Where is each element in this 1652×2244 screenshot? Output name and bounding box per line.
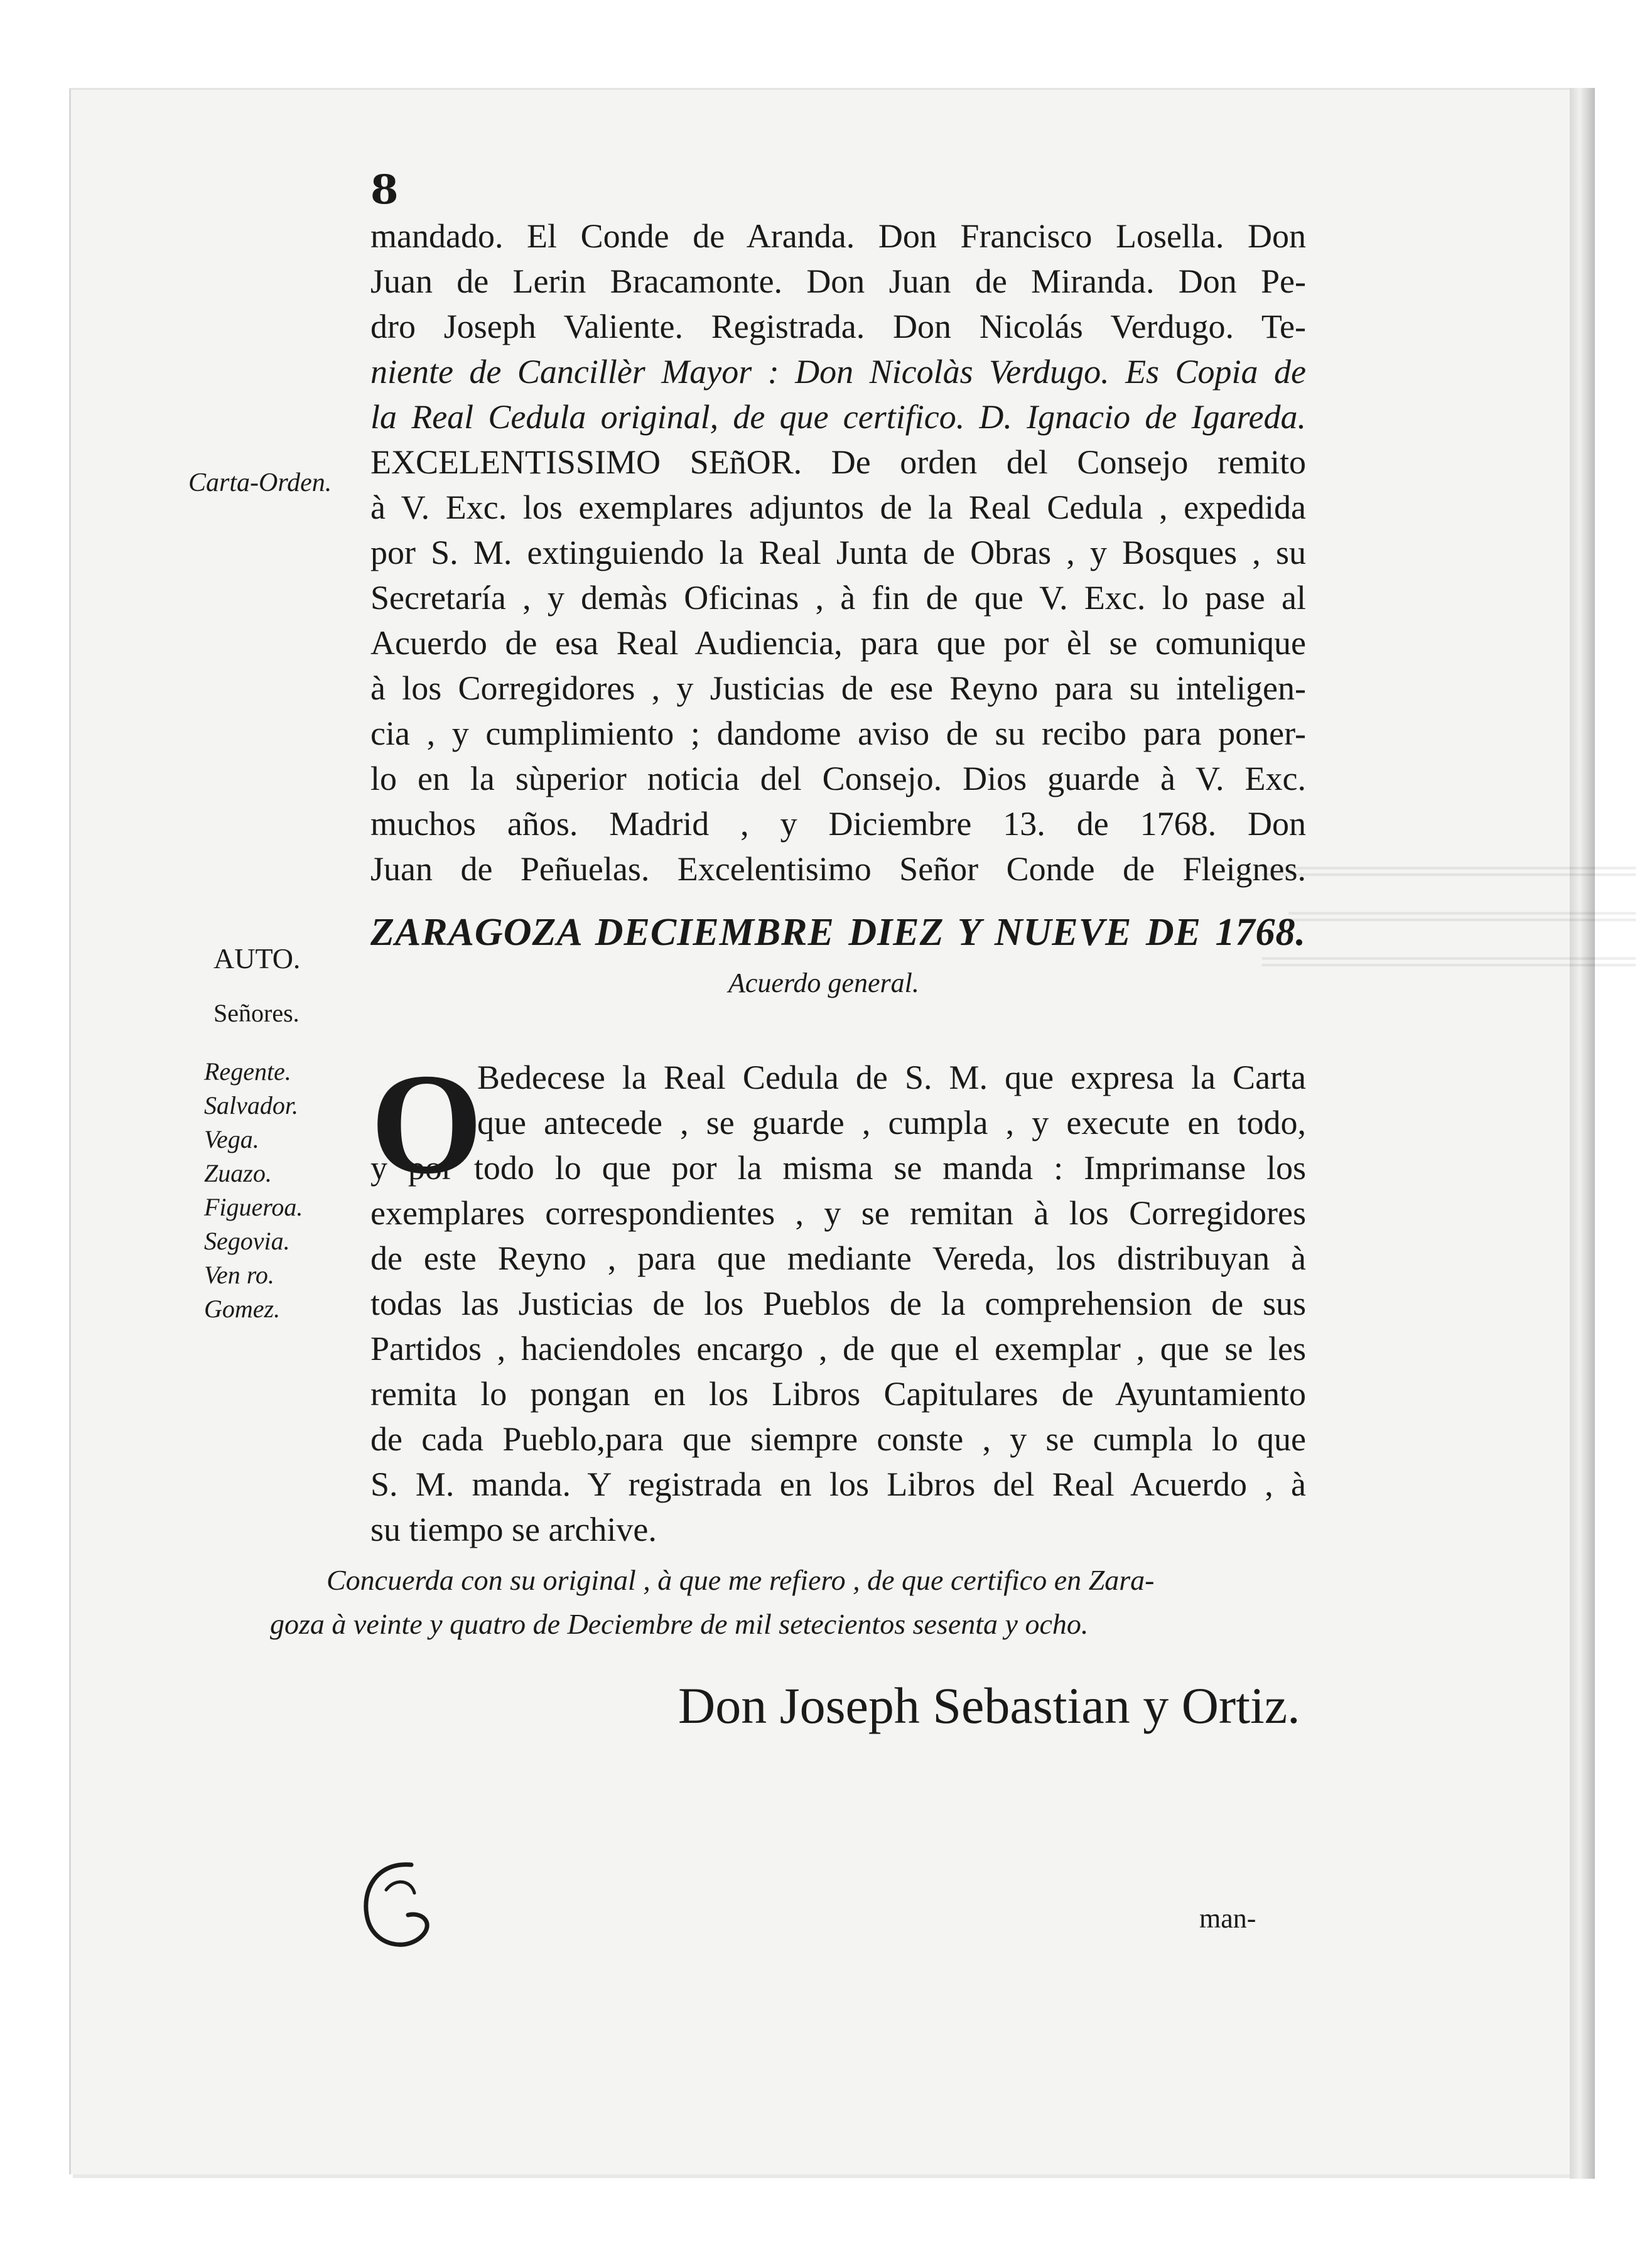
text-line: EXCELENTISSIMO SEñOR. De orden del Consejo remito: [370, 443, 1306, 481]
margin-note-auto: AUTO.: [213, 942, 301, 974]
margin-name: Regente.: [204, 1057, 291, 1086]
text-line: à V. Exc. los exemplares adjuntos de la Real Cedula , expedida: [370, 488, 1306, 526]
text-line: exemplares correspondientes , y se remitan à los Corregidores: [370, 1194, 1306, 1232]
margin-name: Figueroa.: [204, 1193, 303, 1221]
auto-subheading: Acuerdo general.: [728, 968, 919, 998]
text-line: muchos años. Madrid , y Diciembre 13. de 1768. Don: [370, 805, 1306, 843]
text-line: Juan de Lerin Bracamonte. Don Juan de Miranda. Don Pe-: [370, 262, 1306, 300]
certification-line-1: Concuerda con su original , à que me refiero , de que certifico en Zara-: [327, 1564, 1155, 1596]
text-line: Bedecese la Real Cedula de S. M. que expresa la Carta: [477, 1059, 1306, 1096]
margin-note-carta-orden: Carta-Orden.: [188, 468, 332, 497]
margin-names-list: [204, 1055, 303, 1326]
page-number: 8: [370, 166, 399, 213]
auto-heading: ZARAGOZA DECIEMBRE DIEZ Y NUEVE DE 1768.: [370, 911, 1306, 954]
text-line: mandado. El Conde de Aranda. Don Francisco Losella. Don: [370, 217, 1306, 255]
text-line: que antecede , se guarde , cumpla , y execute en todo,: [477, 1104, 1306, 1141]
text-line: niente de Cancillèr Mayor : Don Nicolàs Verdugo. Es Copia de: [370, 353, 1306, 391]
signature-name: Don Joseph Sebastian y Ortiz.: [678, 1677, 1300, 1734]
margin-name: Vega.: [204, 1125, 259, 1153]
margin-name: Ven ro.: [204, 1261, 274, 1289]
text-line: por S. M. extinguiendo la Real Junta de Obras , y Bosques , su: [370, 534, 1306, 571]
text-line: Secretaría , y demàs Oficinas , à fin de que V. Exc. lo pase al: [370, 579, 1306, 617]
text-line: la Real Cedula original, de que certifico. D. Ignacio de Igareda.: [370, 398, 1306, 436]
show-through-text: ══════════════ ═════════════ ══════════════: [1262, 850, 1636, 981]
text-line: dro Joseph Valiente. Registrada. Don Nicolás Verdugo. Te-: [370, 308, 1306, 345]
text-line: S. M. manda. Y registrada en los Libros del Real Acuerdo , à: [370, 1465, 1306, 1503]
upper-text-block: [370, 213, 1306, 892]
drop-cap: O: [370, 1044, 483, 1204]
margin-note-senores: Señores.: [213, 999, 300, 1027]
text-line: todas las Justicias de los Pueblos de la comprehension de sus: [370, 1285, 1306, 1322]
text-line: su tiempo se archive.: [370, 1511, 657, 1548]
text-line: y por todo lo que por la misma se manda : Imprimanse los: [370, 1149, 1306, 1187]
page-edge: [1570, 88, 1595, 2179]
margin-name: Zuazo.: [204, 1159, 272, 1187]
text-line: Acuerdo de esa Real Audiencia, para que por èl se comunique: [370, 624, 1306, 662]
text-line: de cada Pueblo,para que siempre conste , y se cumpla lo que: [370, 1420, 1306, 1458]
margin-name: Gomez.: [204, 1295, 281, 1323]
auto-text-block: [370, 1044, 1306, 1552]
margin-name: Segovia.: [204, 1227, 290, 1255]
text-line: à los Corregidores , y Justicias de ese Reyno para su inteligen-: [370, 669, 1306, 707]
text-line: remita lo pongan en los Libros Capitulares de Ayuntamiento: [370, 1375, 1306, 1413]
certification-line-2: goza à veinte y quatro de Deciembre de mil setecientos sesenta y ocho.: [270, 1608, 1089, 1640]
text-line: de este Reyno , para que mediante Vereda, los distribuyan à: [370, 1239, 1306, 1277]
rubric-flourish: [352, 1852, 440, 1959]
text-line: Juan de Peñuelas. Excelentisimo Señor Conde de Fleignes.: [370, 850, 1306, 888]
margin-name: Salvador.: [204, 1091, 298, 1119]
text-line: Partidos , haciendoles encargo , de que el exemplar , que se les: [370, 1330, 1306, 1367]
text-line: cia , y cumplimiento ; dandome aviso de su recibo para poner-: [370, 715, 1306, 752]
text-line: lo en la sùperior noticia del Consejo. Dios guarde à V. Exc.: [370, 760, 1306, 797]
catchword: man-: [1199, 1903, 1256, 1934]
